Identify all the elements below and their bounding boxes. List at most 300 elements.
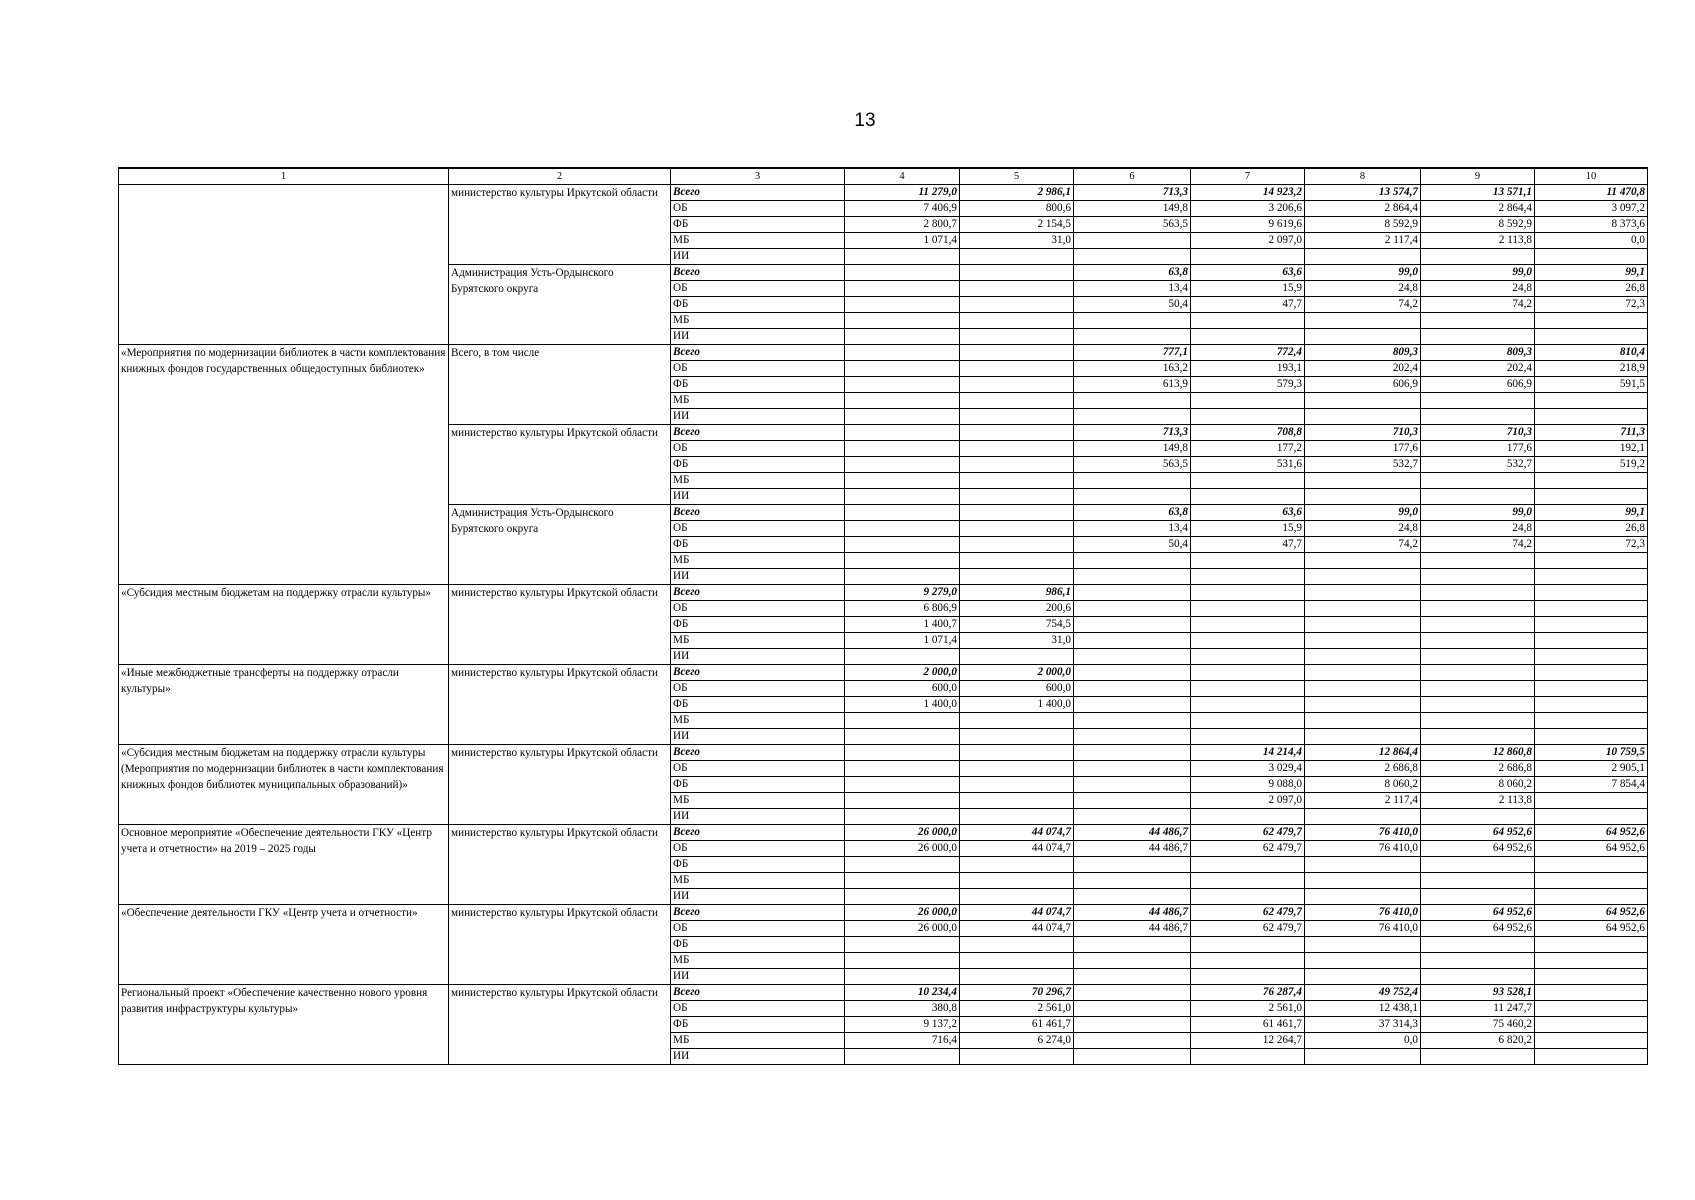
amount-cell — [1535, 569, 1648, 585]
amount-cell — [960, 969, 1074, 985]
amount-cell: 2 686,8 — [1305, 761, 1421, 777]
amount-cell — [1421, 729, 1535, 745]
amount-cell — [845, 873, 960, 889]
amount-cell: 9 088,0 — [1191, 777, 1305, 793]
amount-cell: 2 905,1 — [1535, 761, 1648, 777]
amount-cell — [845, 553, 960, 569]
amount-cell: 532,7 — [1421, 457, 1535, 473]
amount-cell: 2 097,0 — [1191, 793, 1305, 809]
amount-cell — [960, 249, 1074, 265]
funding-source: ОБ — [671, 681, 845, 697]
amount-cell — [1305, 409, 1421, 425]
amount-cell: 62 479,7 — [1191, 825, 1305, 841]
executor-name: министерство культуры Иркутской области — [449, 745, 671, 825]
amount-cell — [960, 953, 1074, 969]
amount-cell — [1421, 665, 1535, 681]
amount-cell: 8 060,2 — [1305, 777, 1421, 793]
amount-cell — [845, 361, 960, 377]
amount-cell — [1535, 1049, 1648, 1065]
funding-source: МБ — [671, 873, 845, 889]
measure-name: «Мероприятия по модернизации библиотек в части комплектования книжных фондов государственных общедоступных библиотек» — [119, 345, 449, 585]
amount-cell — [1305, 953, 1421, 969]
amount-cell: 2 686,8 — [1421, 761, 1535, 777]
amount-cell — [1074, 937, 1191, 953]
amount-cell — [960, 569, 1074, 585]
amount-cell: 600,0 — [960, 681, 1074, 697]
amount-cell: 24,8 — [1305, 521, 1421, 537]
amount-cell — [960, 393, 1074, 409]
amount-cell: 200,6 — [960, 601, 1074, 617]
amount-cell: 44 074,7 — [960, 905, 1074, 921]
amount-cell — [960, 649, 1074, 665]
amount-cell: 202,4 — [1305, 361, 1421, 377]
amount-cell: 72,3 — [1535, 297, 1648, 313]
budget-table — [118, 167, 1648, 1065]
amount-cell: 710,3 — [1421, 425, 1535, 441]
amount-cell: 50,4 — [1074, 537, 1191, 553]
amount-cell: 99,1 — [1535, 265, 1648, 281]
amount-cell — [1191, 937, 1305, 953]
amount-cell — [1074, 889, 1191, 905]
table-row — [119, 665, 1648, 681]
amount-cell — [1421, 617, 1535, 633]
amount-cell: 76 410,0 — [1305, 921, 1421, 937]
amount-cell — [845, 1049, 960, 1065]
executor-name: министерство культуры Иркутской области — [449, 825, 671, 905]
amount-cell — [1074, 697, 1191, 713]
amount-cell: 579,3 — [1191, 377, 1305, 393]
amount-cell: 192,1 — [1535, 441, 1648, 457]
executor-name: Администрация Усть-Ордынского Бурятского округа — [449, 265, 671, 345]
amount-cell — [1421, 633, 1535, 649]
amount-cell — [1535, 249, 1648, 265]
amount-cell — [1535, 473, 1648, 489]
funding-source: Всего — [671, 265, 845, 281]
amount-cell — [1305, 969, 1421, 985]
amount-cell — [1535, 809, 1648, 825]
funding-source: ИИ — [671, 969, 845, 985]
amount-cell: 809,3 — [1305, 345, 1421, 361]
amount-cell: 2 097,0 — [1191, 233, 1305, 249]
funding-source: Всего — [671, 505, 845, 521]
amount-cell — [845, 537, 960, 553]
amount-cell — [1074, 1033, 1191, 1049]
funding-source: МБ — [671, 313, 845, 329]
amount-cell — [1074, 713, 1191, 729]
amount-cell — [845, 809, 960, 825]
amount-cell — [1305, 473, 1421, 489]
amount-cell: 10 234,4 — [845, 985, 960, 1001]
amount-cell — [845, 953, 960, 969]
amount-cell — [960, 793, 1074, 809]
amount-cell: 12 860,8 — [1421, 745, 1535, 761]
amount-cell — [1421, 329, 1535, 345]
amount-cell — [960, 361, 1074, 377]
amount-cell — [1421, 889, 1535, 905]
amount-cell — [845, 441, 960, 457]
amount-cell — [1074, 745, 1191, 761]
amount-cell: 61 461,7 — [1191, 1017, 1305, 1033]
amount-cell — [1305, 489, 1421, 505]
amount-cell: 754,5 — [960, 617, 1074, 633]
amount-cell: 2 113,8 — [1421, 233, 1535, 249]
amount-cell — [1535, 409, 1648, 425]
amount-cell — [845, 745, 960, 761]
column-header: 5 — [960, 168, 1074, 185]
amount-cell — [1421, 937, 1535, 953]
amount-cell: 800,6 — [960, 201, 1074, 217]
amount-cell — [960, 505, 1074, 521]
amount-cell — [1421, 873, 1535, 889]
amount-cell: 2 864,4 — [1421, 201, 1535, 217]
amount-cell — [845, 425, 960, 441]
amount-cell — [1305, 889, 1421, 905]
funding-source: ФБ — [671, 1017, 845, 1033]
amount-cell — [1074, 777, 1191, 793]
funding-source: МБ — [671, 393, 845, 409]
amount-cell: 11 247,7 — [1421, 1001, 1535, 1017]
funding-source: Всего — [671, 345, 845, 361]
measure-name: Региональный проект «Обеспечение качественно нового уровня развития инфраструктуры культуры» — [119, 985, 449, 1065]
amount-cell — [1191, 681, 1305, 697]
amount-cell: 44 486,7 — [1074, 841, 1191, 857]
amount-cell: 13,4 — [1074, 281, 1191, 297]
funding-source: ОБ — [671, 281, 845, 297]
amount-cell: 14 214,4 — [1191, 745, 1305, 761]
amount-cell: 12 264,7 — [1191, 1033, 1305, 1049]
amount-cell — [845, 761, 960, 777]
funding-source: ИИ — [671, 569, 845, 585]
amount-cell: 2 986,1 — [960, 185, 1074, 201]
amount-cell — [1421, 249, 1535, 265]
amount-cell: 591,5 — [1535, 377, 1648, 393]
funding-source: Всего — [671, 425, 845, 441]
amount-cell: 149,8 — [1074, 201, 1191, 217]
amount-cell — [1305, 697, 1421, 713]
amount-cell — [960, 521, 1074, 537]
amount-cell — [1305, 329, 1421, 345]
amount-cell — [845, 329, 960, 345]
amount-cell: 99,0 — [1421, 265, 1535, 281]
amount-cell: 9 137,2 — [845, 1017, 960, 1033]
amount-cell: 532,7 — [1305, 457, 1421, 473]
amount-cell: 74,2 — [1305, 297, 1421, 313]
funding-source: Всего — [671, 825, 845, 841]
amount-cell — [960, 265, 1074, 281]
amount-cell — [1191, 409, 1305, 425]
amount-cell — [1074, 953, 1191, 969]
amount-cell — [1074, 665, 1191, 681]
amount-cell — [1421, 409, 1535, 425]
amount-cell — [1074, 729, 1191, 745]
amount-cell — [960, 873, 1074, 889]
amount-cell: 10 759,5 — [1535, 745, 1648, 761]
amount-cell — [1305, 809, 1421, 825]
amount-cell — [1191, 729, 1305, 745]
amount-cell: 62 479,7 — [1191, 921, 1305, 937]
amount-cell: 777,1 — [1074, 345, 1191, 361]
amount-cell — [1421, 953, 1535, 969]
funding-source: ИИ — [671, 1049, 845, 1065]
measure-name: «Субсидия местным бюджетам на поддержку отрасли культуры (Мероприятия по модернизации библиотек в части комплектования книжных фондов библиотек муниципальных образований)» — [119, 745, 449, 825]
table-row — [119, 985, 1648, 1001]
amount-cell — [1191, 953, 1305, 969]
column-header: 6 — [1074, 168, 1191, 185]
amount-cell — [960, 713, 1074, 729]
amount-cell — [1074, 489, 1191, 505]
amount-cell — [1074, 569, 1191, 585]
amount-cell: 3 029,4 — [1191, 761, 1305, 777]
amount-cell — [1074, 553, 1191, 569]
amount-cell — [1305, 569, 1421, 585]
funding-source: ФБ — [671, 617, 845, 633]
amount-cell — [1191, 633, 1305, 649]
amount-cell: 26 000,0 — [845, 921, 960, 937]
funding-source: Всего — [671, 585, 845, 601]
funding-source: ОБ — [671, 601, 845, 617]
amount-cell — [960, 489, 1074, 505]
executor-name: министерство культуры Иркутской области — [449, 185, 671, 265]
table-row — [119, 825, 1648, 841]
amount-cell: 9 619,6 — [1191, 217, 1305, 233]
amount-cell — [1421, 681, 1535, 697]
funding-source: ОБ — [671, 921, 845, 937]
amount-cell — [1421, 601, 1535, 617]
amount-cell: 711,3 — [1535, 425, 1648, 441]
header-row — [119, 168, 1648, 185]
amount-cell — [960, 281, 1074, 297]
amount-cell — [960, 377, 1074, 393]
funding-source: ИИ — [671, 249, 845, 265]
funding-source: ИИ — [671, 809, 845, 825]
amount-cell: 31,0 — [960, 233, 1074, 249]
amount-cell — [845, 569, 960, 585]
amount-cell: 99,0 — [1305, 505, 1421, 521]
amount-cell: 6 820,2 — [1421, 1033, 1535, 1049]
amount-cell — [1535, 489, 1648, 505]
amount-cell — [845, 969, 960, 985]
amount-cell — [1421, 553, 1535, 569]
amount-cell — [845, 777, 960, 793]
amount-cell: 8 592,9 — [1421, 217, 1535, 233]
amount-cell — [1074, 793, 1191, 809]
amount-cell: 26 000,0 — [845, 905, 960, 921]
funding-source: ОБ — [671, 761, 845, 777]
amount-cell: 44 074,7 — [960, 825, 1074, 841]
funding-source: МБ — [671, 1033, 845, 1049]
amount-cell: 2 561,0 — [1191, 1001, 1305, 1017]
amount-cell: 26,8 — [1535, 521, 1648, 537]
amount-cell: 6 806,9 — [845, 601, 960, 617]
amount-cell: 72,3 — [1535, 537, 1648, 553]
table-row — [119, 745, 1648, 761]
funding-source: ФБ — [671, 537, 845, 553]
amount-cell: 177,6 — [1421, 441, 1535, 457]
amount-cell — [960, 937, 1074, 953]
amount-cell — [960, 889, 1074, 905]
amount-cell — [960, 441, 1074, 457]
amount-cell — [1535, 633, 1648, 649]
amount-cell — [1535, 713, 1648, 729]
amount-cell — [1191, 489, 1305, 505]
amount-cell — [1074, 809, 1191, 825]
amount-cell — [1074, 857, 1191, 873]
amount-cell: 64 952,6 — [1421, 921, 1535, 937]
amount-cell — [960, 777, 1074, 793]
amount-cell: 0,0 — [1535, 233, 1648, 249]
amount-cell — [1074, 633, 1191, 649]
amount-cell — [1305, 1049, 1421, 1065]
amount-cell — [1191, 585, 1305, 601]
amount-cell — [845, 729, 960, 745]
funding-source: ФБ — [671, 937, 845, 953]
amount-cell: 218,9 — [1535, 361, 1648, 377]
funding-source: МБ — [671, 553, 845, 569]
funding-source: ФБ — [671, 217, 845, 233]
amount-cell — [1191, 569, 1305, 585]
amount-cell: 13 574,7 — [1305, 185, 1421, 201]
funding-source: ОБ — [671, 521, 845, 537]
amount-cell — [845, 505, 960, 521]
amount-cell: 6 274,0 — [960, 1033, 1074, 1049]
amount-cell: 70 296,7 — [960, 985, 1074, 1001]
amount-cell — [1305, 617, 1421, 633]
amount-cell: 177,6 — [1305, 441, 1421, 457]
amount-cell: 14 923,2 — [1191, 185, 1305, 201]
executor-name: министерство культуры Иркутской области — [449, 905, 671, 985]
amount-cell — [960, 425, 1074, 441]
amount-cell: 24,8 — [1305, 281, 1421, 297]
funding-source: МБ — [671, 713, 845, 729]
amount-cell — [845, 457, 960, 473]
column-header: 3 — [671, 168, 845, 185]
amount-cell — [1191, 393, 1305, 409]
amount-cell: 15,9 — [1191, 521, 1305, 537]
amount-cell — [1074, 617, 1191, 633]
amount-cell — [1535, 697, 1648, 713]
column-header: 1 — [119, 168, 449, 185]
amount-cell — [845, 393, 960, 409]
amount-cell — [1074, 393, 1191, 409]
amount-cell: 563,5 — [1074, 457, 1191, 473]
amount-cell: 3 097,2 — [1535, 201, 1648, 217]
amount-cell: 2 864,4 — [1305, 201, 1421, 217]
amount-cell — [845, 793, 960, 809]
amount-cell: 2 154,5 — [960, 217, 1074, 233]
amount-cell — [845, 297, 960, 313]
amount-cell: 74,2 — [1421, 537, 1535, 553]
amount-cell: 772,4 — [1191, 345, 1305, 361]
column-header: 8 — [1305, 168, 1421, 185]
table-row — [119, 585, 1648, 601]
amount-cell: 62 479,7 — [1191, 905, 1305, 921]
amount-cell: 8 592,9 — [1305, 217, 1421, 233]
amount-cell — [1305, 553, 1421, 569]
amount-cell — [1074, 1001, 1191, 1017]
amount-cell — [1305, 313, 1421, 329]
amount-cell — [1305, 601, 1421, 617]
amount-cell: 47,7 — [1191, 537, 1305, 553]
amount-cell: 74,2 — [1421, 297, 1535, 313]
amount-cell — [1074, 249, 1191, 265]
amount-cell — [1305, 393, 1421, 409]
amount-cell — [960, 857, 1074, 873]
column-header: 4 — [845, 168, 960, 185]
amount-cell: 2 117,4 — [1305, 793, 1421, 809]
amount-cell: 606,9 — [1421, 377, 1535, 393]
amount-cell — [845, 473, 960, 489]
amount-cell — [1421, 649, 1535, 665]
amount-cell: 163,2 — [1074, 361, 1191, 377]
amount-cell — [1305, 713, 1421, 729]
amount-cell — [960, 329, 1074, 345]
amount-cell: 2 000,0 — [845, 665, 960, 681]
amount-cell — [960, 345, 1074, 361]
amount-cell: 64 952,6 — [1535, 825, 1648, 841]
amount-cell: 44 074,7 — [960, 841, 1074, 857]
amount-cell: 26,8 — [1535, 281, 1648, 297]
amount-cell: 47,7 — [1191, 297, 1305, 313]
amount-cell — [1535, 1001, 1648, 1017]
funding-source: ФБ — [671, 857, 845, 873]
amount-cell: 2 561,0 — [960, 1001, 1074, 1017]
table-row — [119, 185, 1648, 201]
amount-cell: 76 410,0 — [1305, 841, 1421, 857]
amount-cell — [845, 937, 960, 953]
amount-cell: 2 113,8 — [1421, 793, 1535, 809]
amount-cell: 44 486,7 — [1074, 921, 1191, 937]
amount-cell — [1535, 793, 1648, 809]
amount-cell: 63,6 — [1191, 265, 1305, 281]
amount-cell — [1421, 697, 1535, 713]
funding-source: МБ — [671, 633, 845, 649]
amount-cell: 713,3 — [1074, 425, 1191, 441]
amount-cell: 0,0 — [1305, 1033, 1421, 1049]
amount-cell — [1305, 633, 1421, 649]
amount-cell — [845, 857, 960, 873]
funding-source: ФБ — [671, 297, 845, 313]
amount-cell — [1191, 697, 1305, 713]
amount-cell — [845, 313, 960, 329]
measure-name: «Субсидия местным бюджетам на поддержку отрасли культуры» — [119, 585, 449, 665]
funding-source: Всего — [671, 985, 845, 1001]
amount-cell — [1421, 713, 1535, 729]
amount-cell — [1305, 873, 1421, 889]
amount-cell: 63,8 — [1074, 505, 1191, 521]
amount-cell: 64 952,6 — [1535, 921, 1648, 937]
amount-cell — [1191, 873, 1305, 889]
amount-cell: 713,3 — [1074, 185, 1191, 201]
amount-cell — [1305, 649, 1421, 665]
amount-cell: 44 074,7 — [960, 921, 1074, 937]
measure-name: Основное мероприятие «Обеспечение деятельности ГКУ «Центр учета и отчетности» на 2019 – 2025 годы — [119, 825, 449, 905]
amount-cell — [960, 809, 1074, 825]
funding-source: ИИ — [671, 649, 845, 665]
amount-cell — [1305, 857, 1421, 873]
amount-cell: 531,6 — [1191, 457, 1305, 473]
amount-cell: 8 373,6 — [1535, 217, 1648, 233]
amount-cell: 2 800,7 — [845, 217, 960, 233]
amount-cell — [1191, 313, 1305, 329]
amount-cell — [960, 457, 1074, 473]
amount-cell — [960, 745, 1074, 761]
page-number: 13 — [854, 110, 876, 131]
amount-cell — [1191, 249, 1305, 265]
amount-cell: 11 470,8 — [1535, 185, 1648, 201]
amount-cell — [845, 345, 960, 361]
amount-cell: 44 486,7 — [1074, 825, 1191, 841]
amount-cell — [1074, 329, 1191, 345]
